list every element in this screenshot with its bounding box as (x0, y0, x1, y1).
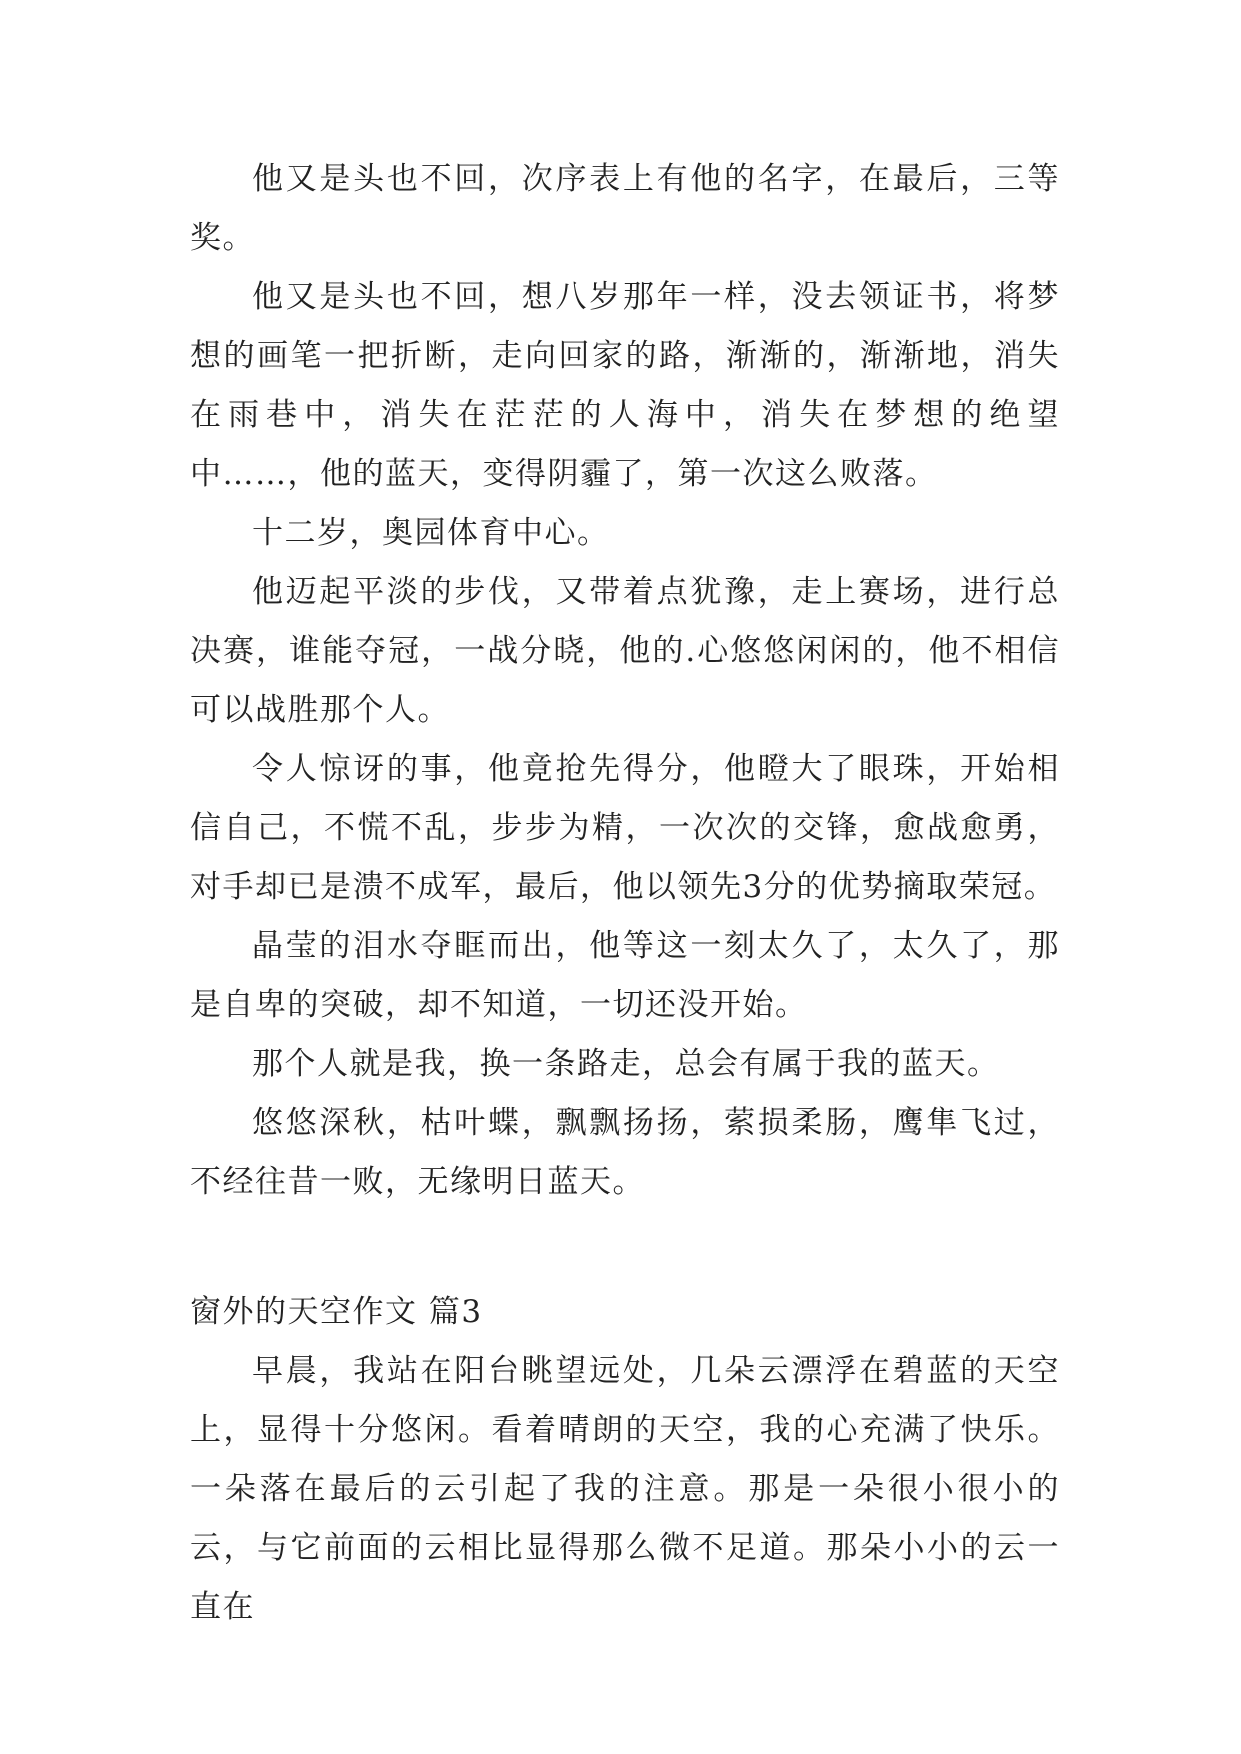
document-page (190, 150, 1060, 1637)
paragraph: 早晨，我站在阳台眺望远处，几朵云漂浮在碧蓝的天空上，显得十分悠闲。看着晴朗的天空，我的心充满了快乐。一朵落在最后的云引起了我的注意。那是一朵很小很小的云，与它前面的云相比显得那么微不足道。那朵小小的云一直在 (190, 1353, 1060, 1625)
paragraph: 他迈起平淡的步伐，又带着点犹豫，走上赛场，进行总决赛，谁能夺冠，一战分晓，他的.心悠悠闲闲的，他不相信可以战胜那个人。 (190, 574, 1060, 728)
paragraph: 令人惊讶的事，他竟抢先得分，他瞪大了眼珠，开始相信自己，不慌不乱，步步为精，一次次的交锋，愈战愈勇，对手却已是溃不成军，最后，他以领先3分的优势摘取荣冠。 (190, 751, 1060, 905)
paragraph: 他又是头也不回，次序表上有他的名字，在最后，三等奖。 (190, 161, 1060, 256)
paragraph: 他又是头也不回，想八岁那年一样，没去领证书，将梦想的画笔一把折断，走向回家的路，渐渐的，渐渐地，消失在雨巷中，消失在茫茫的人海中，消失在梦想的绝望中……，他的蓝天，变得阴霾了，第一次这么败落。 (190, 279, 1060, 492)
section-heading: 窗外的天空作文 篇3 (190, 1294, 483, 1330)
paragraph: 十二岁，奥园体育中心。 (252, 515, 610, 551)
paragraph: 那个人就是我，换一条路走，总会有属于我的蓝天。 (252, 1046, 1000, 1082)
paragraph: 晶莹的泪水夺眶而出，他等这一刻太久了，太久了，那是自卑的突破，却不知道，一切还没开始。 (190, 928, 1060, 1023)
paragraph: 悠悠深秋，枯叶蝶，飘飘扬扬，萦损柔肠，鹰隼飞过，不经往昔一败，无缘明日蓝天。 (190, 1105, 1060, 1200)
